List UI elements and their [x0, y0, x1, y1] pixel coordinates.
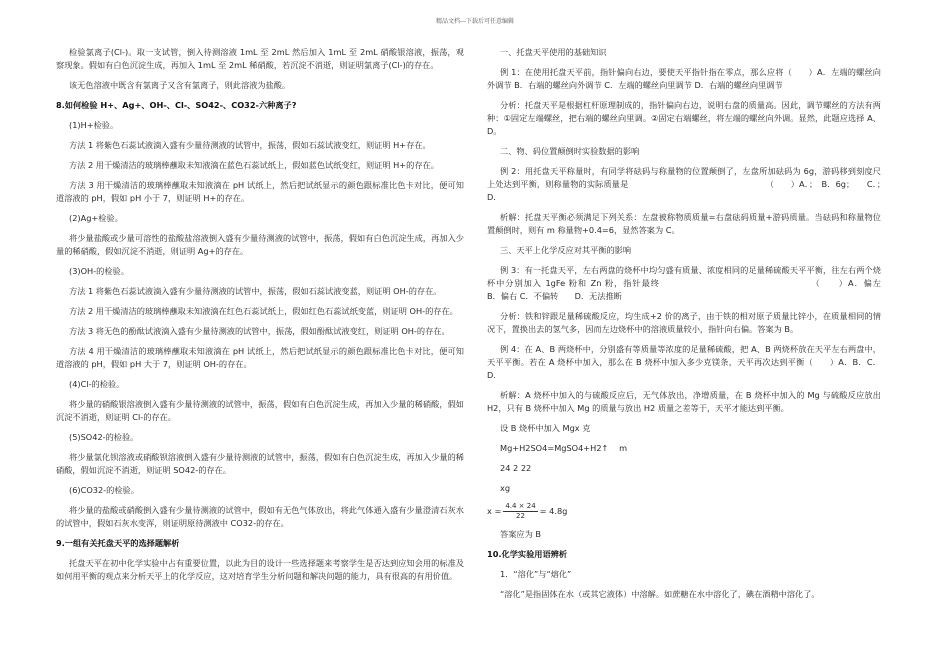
formula-lhs: x =	[487, 506, 502, 516]
paragraph: 分析：铁和锌跟足量稀硫酸反应，均生成+2 价的离子，由于铁的相对原子质量比锌小，在质量相同的情况下，置换出去的氢气多，因而左边烧杯中的溶液质量较小，指针向右偏。答案为 B。	[487, 311, 881, 334]
formula-rhs: = 4.8g	[539, 506, 568, 516]
section-heading: 8.如何检验 H+、Ag+、OH-、Cl-、SO42-、CO32-六种离子?	[56, 100, 297, 110]
left-column	[56, 46, 464, 590]
paragraph: (4)Cl-的检验。	[69, 379, 125, 389]
paragraph: 方法 1 将紫色石蕊试液滴入盛有少量待测液的试管中，振荡，假如石蕊试液变蓝，则证明 OH-的存在。	[69, 286, 442, 296]
paragraph: 方法 3 用干燥清洁的玻璃棒蘸取未知液滴在 pH 试纸上，然后把试纸显示的颜色跟标准比色卡对比，便可知道溶液的 pH，假如 pH 小于 7，则证明 H+的存在。	[56, 180, 464, 203]
paragraph: (3)OH-的检验。	[69, 266, 129, 276]
paragraph: 析解：A 烧杯中加入的与硫酸反应后，无气体放出，净增质量，在 B 烧杯中加入的 Mg 与硫酸反应放出 H2，只有 B 烧杯中加入 Mg 的质量与放出 H2 质量之差等于，天平才能达到平衡。	[487, 390, 881, 413]
paragraph: (1)H+检验。	[69, 120, 119, 130]
section-heading: 10.化学实验用语辨析	[487, 549, 568, 559]
paragraph: 方法 4 用干燥清洁的玻璃棒蘸取未知液滴在 pH 试纸上，然后把试纸显示的颜色跟标准比色卡对比，便可知道溶液的 pH，假如 pH 大于 7，则证明 OH-的存在。	[56, 346, 464, 369]
paragraph: 方法 2 用干燥清洁的玻璃棒蘸取未知液滴在红色石蕊试纸上，假如红色石蕊试纸变蓝，则证明 OH-的存在。	[69, 306, 458, 316]
paragraph: 1．“溶化”与“熔化”	[500, 569, 572, 579]
fraction-denominator: 22	[516, 512, 525, 520]
paragraph: 答案应为 B	[500, 529, 541, 539]
paragraph: 例 1：在使用托盘天平前，指针偏向右边，要使天平指针指在零点，那么应将（ ）A．左端的螺丝向外调节 B．右端的螺丝向外调节 C．左端的螺丝向里调节 D．右端的螺丝向里调节	[487, 67, 881, 90]
paragraph: 将少量氯化钡溶液或硝酸钡溶液倒入盛有少量待测液的试管中，振荡，假如有白色沉淀生成，再加入少量的稀硝酸，假如沉淀不消逝，则证明 SO42-的存在。	[56, 452, 464, 475]
paragraph: 托盘天平在初中化学实验中占有重要位置，以此为目的设计一些选择题来考察学生是否达到应知会用的标准及如何用平衡的观点来分析天平上的化学反应，这对培育学生分析问题和解决问题的能力，具有很高的有用价值。	[56, 558, 464, 581]
paragraph: 方法 3 将无色的酚酞试液滴入盛有少量待测液的试管中，振荡，假如酚酞试液变红，则证明 OH-的存在。	[69, 326, 450, 336]
paragraph: (6)CO32-的检验。	[69, 485, 139, 495]
fraction-numerator: 4.4 × 24	[505, 502, 536, 510]
paragraph: 二、物、码位置颠倒时实验数据的影响	[500, 146, 640, 156]
paragraph: 将少量盐酸或少量可溶性的盐酸盐溶液倒入盛有少量待测液的试管中，振荡，假如有白色沉淀生成，再加入少量的稀硝酸，假如沉淀不消逝，则证明 Ag+的存在。	[56, 233, 464, 256]
paragraph: “溶化”是指固体在水（或其它液体）中溶解。如蔗糖在水中溶化了，碘在酒精中溶化了。	[500, 589, 820, 599]
paragraph: 例 4：在 A、B 两烧杯中，分别盛有等质量等浓度的足量稀硫酸，把 A、B 两烧杯放在天平左右两盘中，天平平衡。若在 A 烧杯中加入，那么在 B 烧杯中加入多少克镁条，天平再次达到平衡（ ）A．B．C．D．	[487, 344, 881, 380]
paragraph: 例 3：有一托盘天平，左右两盘的烧杯中均匀盛有质量、浓度相同的足量稀硫酸天平平衡，往左右两个烧杯中分别加入 1gFe 粉和 Zn 粉，指针最终 （ ）A．偏左 B．偏右 C．不偏转 D．无法推断	[487, 265, 914, 301]
paragraph: 方法 2 用干燥清洁的玻璃棒蘸取未知液滴在蓝色石蕊试纸上，假如蓝色试纸变红，则证明 H+的存在。	[69, 160, 439, 170]
paragraph: (2)Ag+检验。	[69, 213, 123, 223]
paragraph: xg	[500, 483, 511, 493]
paragraph: 将少量的盐酸或硝酸倒入盛有少量待测液的试管中，假如有无色气体放出，将此气体通入盛有少量澄清石灰水的试管中，假如石灰水变浑，则证明原待测液中 CO32-的存在。	[56, 505, 464, 528]
paragraph: 三、天平上化学反应对其平衡的影响	[500, 245, 632, 255]
paragraph: 析解：托盘天平衡必须满足下列关系：左盘被称物质质量=右盘砝码质量+游码质量。当砝码和称量物位置颠倒时，则有 m 称量物+0.4=6，显然答案为 C。	[487, 212, 881, 235]
paragraph: 设 B 烧杯中加入 Mgx 克	[500, 423, 591, 433]
formula	[487, 502, 881, 521]
paragraph: 例 2：用托盘天平称量时，有同学将砝码与称量物的位置颠倒了，左盘所加砝码为 6g，游码移到刻度尺上处达到平衡，则称量物的实际质量是 （ ）A．； B．6g； C．； D．	[487, 166, 898, 202]
section-heading: 9.一组有关托盘天平的选择题解析	[56, 538, 180, 548]
paragraph: 检验氯离子(Cl-)。取一支试管，倒入待测溶液 1mL 至 2mL 然后加入 1mL 至 2mL 硝酸银溶液，振荡，观察现象。假如有白色沉淀生成，再加入 1mL 至 2mL 稀硝酸，若沉淀不消逝，则证明氯离子(Cl-)的存在。	[56, 47, 464, 70]
paragraph: Mg+H2SO4=MgSO4+H2↑ m	[500, 443, 628, 453]
paragraph: 方法 1 将紫色石蕊试液滴入盛有少量待测液的试管中，振荡，假如石蕊试液变红，则证明 H+存在。	[69, 140, 431, 150]
page-header: 精品文档---下载后可任意编辑	[435, 18, 515, 25]
formula-fraction	[503, 502, 537, 521]
paragraph: 一、托盘天平使用的基础知识	[500, 47, 607, 57]
paragraph: 分析：托盘天平是根据杠杆原理制成的，指针偏向右边，说明右盘的质量高。因此，调节螺丝的方法有两种：①固定左端螺丝，把右端的螺丝向里调。②固定右端螺丝，将左端的螺丝向外调。显然，此题应选择 A、D。	[487, 100, 881, 136]
paragraph: (5)SO42-的检验。	[69, 432, 139, 442]
paragraph: 该无色溶液中既含有氯离子又含有氯离子，则此溶液为盐酸。	[69, 80, 291, 90]
paragraph: 将少量的硝酸银溶液倒入盛有少量待测液的试管中，振荡，假如有白色沉淀生成，再加入少量的稀硝酸，假如沉淀不消逝，则证明 Cl-的存在。	[56, 399, 464, 422]
right-column	[487, 46, 914, 608]
paragraph: 24 2 22	[500, 463, 532, 473]
